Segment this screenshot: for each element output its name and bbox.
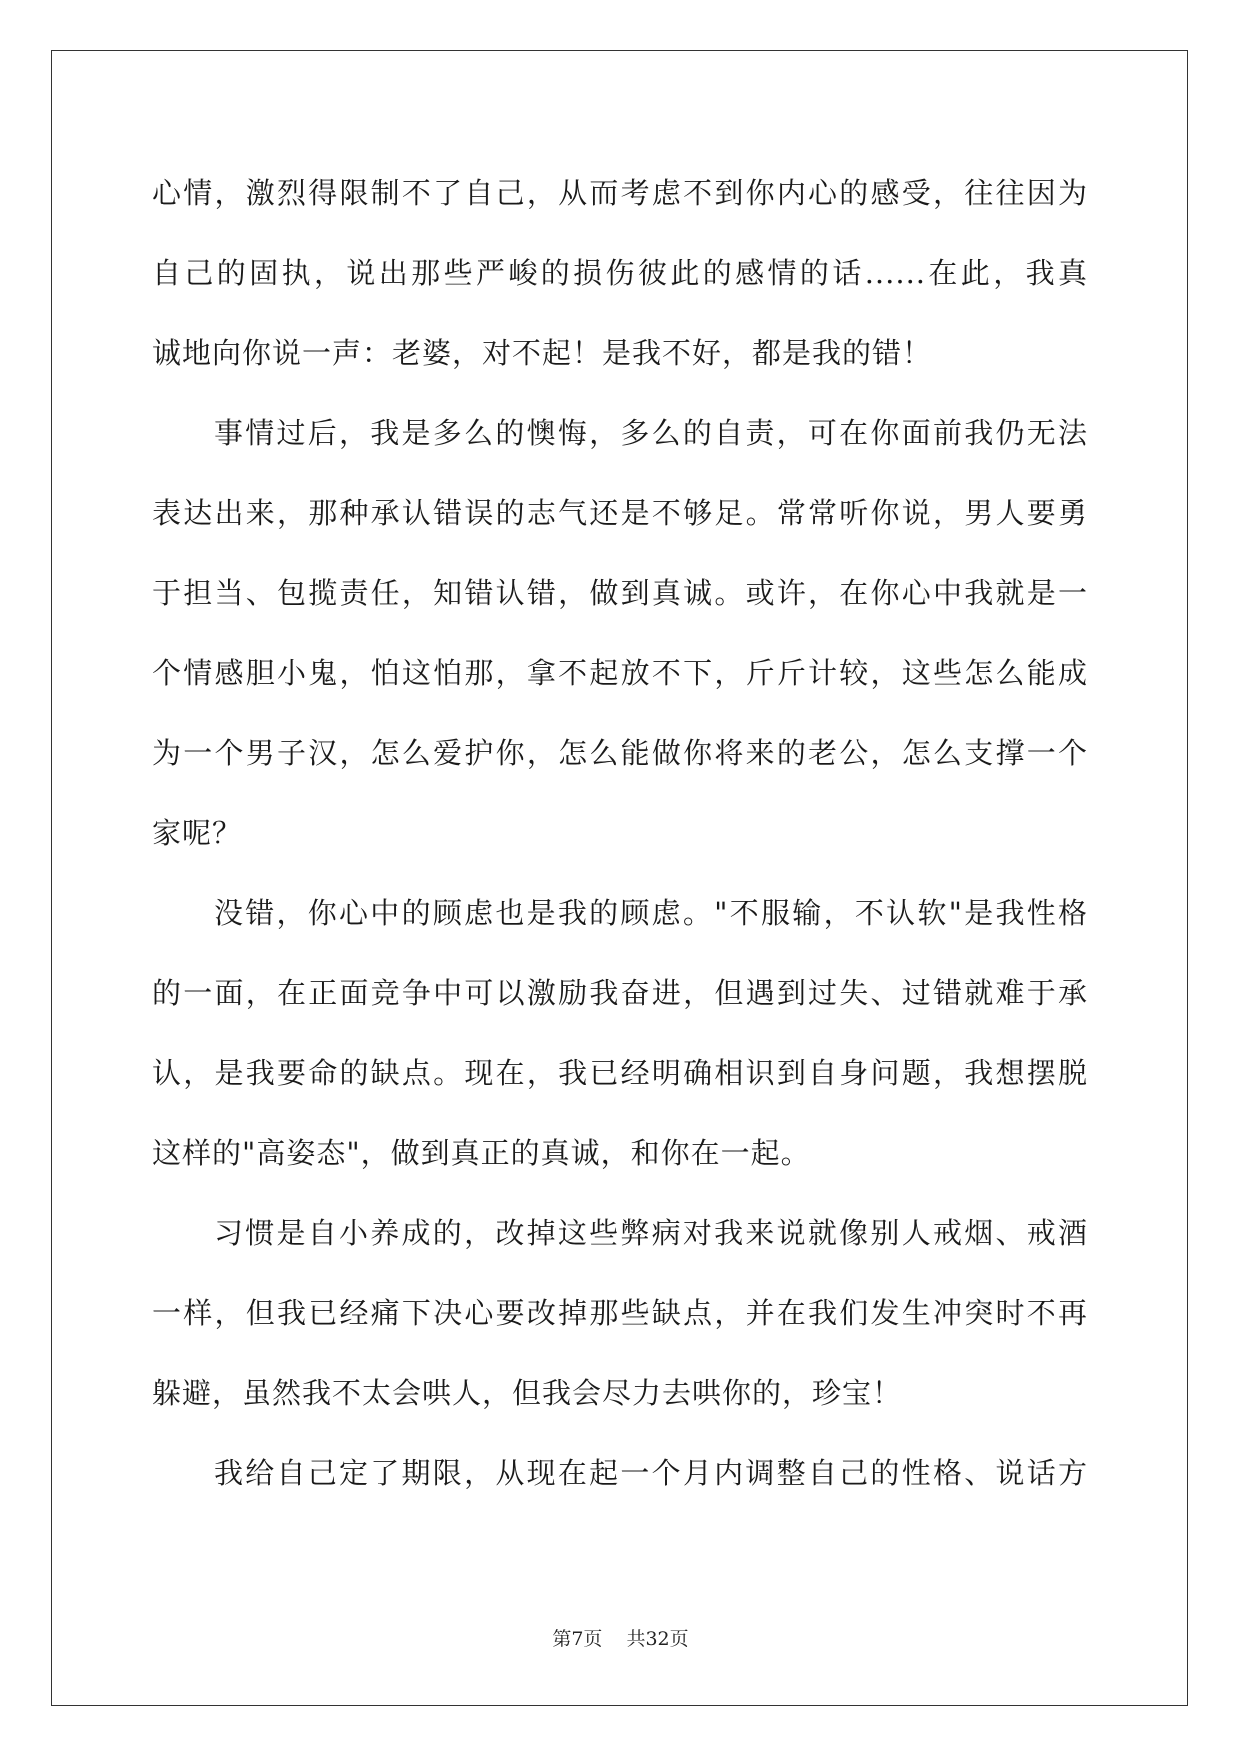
text-line: 没错，你心中的顾虑也是我的顾虑。"不服输，不认软"是我性格 xyxy=(214,896,1088,930)
text-line: 心情，激烈得限制不了自己，从而考虑不到你内心的感受，往往因为 xyxy=(152,176,1088,210)
text-line: 的一面，在正面竞争中可以激励我奋进，但遇到过失、过错就难于承 xyxy=(152,976,1088,1010)
text-line: 我给自己定了期限，从现在起一个月内调整自己的性格、说话方 xyxy=(214,1456,1088,1490)
total-page-count: 共32页 xyxy=(626,1628,689,1650)
text-line: 躲避，虽然我不太会哄人，但我会尽力去哄你的，珍宝！ xyxy=(152,1376,903,1410)
page-footer xyxy=(0,1624,1241,1651)
text-line: 表达出来，那种承认错误的志气还是不够足。常常听你说，男人要勇 xyxy=(152,496,1088,530)
current-page-number: 第7页 xyxy=(552,1628,603,1650)
text-line: 这样的"高姿态"，做到真正的真诚，和你在一起。 xyxy=(152,1136,811,1170)
text-line: 自己的固执，说出那些严峻的损伤彼此的感情的话......在此，我真 xyxy=(152,256,1088,290)
text-line: 认，是我要命的缺点。现在，我已经明确相识到自身问题，我想摆脱 xyxy=(152,1056,1088,1090)
document-body xyxy=(152,153,1088,1513)
text-line: 家呢？ xyxy=(152,816,243,850)
text-line: 为一个男子汉，怎么爱护你，怎么能做你将来的老公，怎么支撑一个 xyxy=(152,736,1088,770)
text-line: 个情感胆小鬼，怕这怕那，拿不起放不下，斤斤计较，这些怎么能成 xyxy=(152,656,1088,690)
text-line: 习惯是自小养成的，改掉这些弊病对我来说就像别人戒烟、戒酒 xyxy=(214,1216,1088,1250)
text-line: 诚地向你说一声：老婆，对不起！是我不好，都是我的错！ xyxy=(152,336,933,370)
text-line: 于担当、包揽责任，知错认错，做到真诚。或许，在你心中我就是一 xyxy=(152,576,1088,610)
text-line: 事情过后，我是多么的懊悔，多么的自责，可在你面前我仍无法 xyxy=(214,416,1088,450)
text-line: 一样，但我已经痛下决心要改掉那些缺点，并在我们发生冲突时不再 xyxy=(152,1296,1088,1330)
